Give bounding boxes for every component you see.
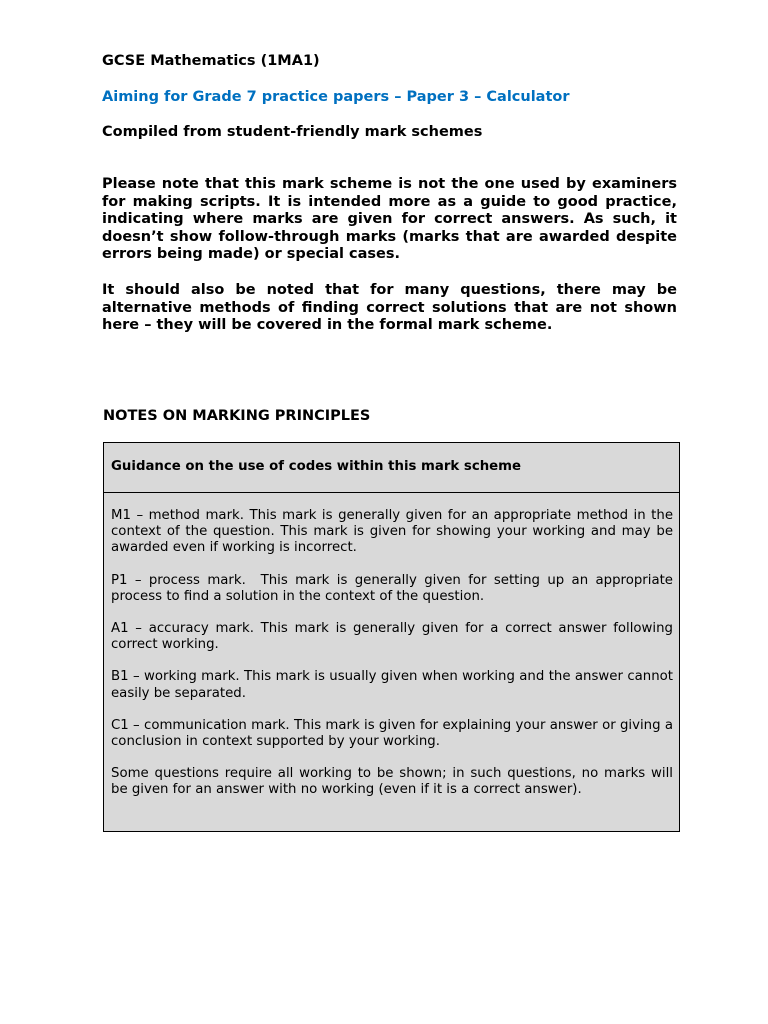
compiled-note: Compiled from student-friendly mark schemes xyxy=(102,124,483,140)
disclaimer-paragraph: Please note that this mark scheme is not the one used by examiners for making scripts. It is intended more as a guide to good practice, indicating where marks are given for correct answers. As such, it doesn’t show follow-through marks (marks that are awarded despite errors being made) or special cases. xyxy=(102,176,677,263)
code-item-c1: C1 – communication mark. This mark is given for explaining your answer or giving a conclusion in context supported by your working. xyxy=(111,717,673,750)
alternative-methods-paragraph: It should also be noted that for many questions, there may be alternative methods of finding correct solutions that are not shown here – they will be covered in the formal mark scheme. xyxy=(102,282,677,334)
guidance-box xyxy=(103,442,680,832)
code-item-m1: M1 – method mark. This mark is generally given for an appropriate method in the context of the question. This mark is given for showing your working and may be awarded even if working is incorrect. xyxy=(111,508,673,556)
code-item-b1: B1 – working mark. This mark is usually given when working and the answer cannot easily be separated. xyxy=(111,669,673,701)
guidance-box-body xyxy=(104,493,679,799)
paper-title: Aiming for Grade 7 practice papers – Paper 3 – Calculator xyxy=(102,89,570,105)
code-item-p1: P1 – process mark. This mark is generally given for setting up an appropriate process to find a solution in the context of the question. xyxy=(111,572,673,604)
marking-principles-heading: NOTES ON MARKING PRINCIPLES xyxy=(103,408,371,424)
working-requirement-note: Some questions require all working to be shown; in such questions, no marks will be given for an answer with no working (even if it is a correct answer). xyxy=(111,766,673,798)
guidance-box-header: Guidance on the use of codes within this mark scheme xyxy=(104,443,679,493)
subject-heading: GCSE Mathematics (1MA1) xyxy=(102,53,320,69)
code-item-a1: A1 – accuracy mark. This mark is generally given for a correct answer following correct working. xyxy=(111,621,673,653)
